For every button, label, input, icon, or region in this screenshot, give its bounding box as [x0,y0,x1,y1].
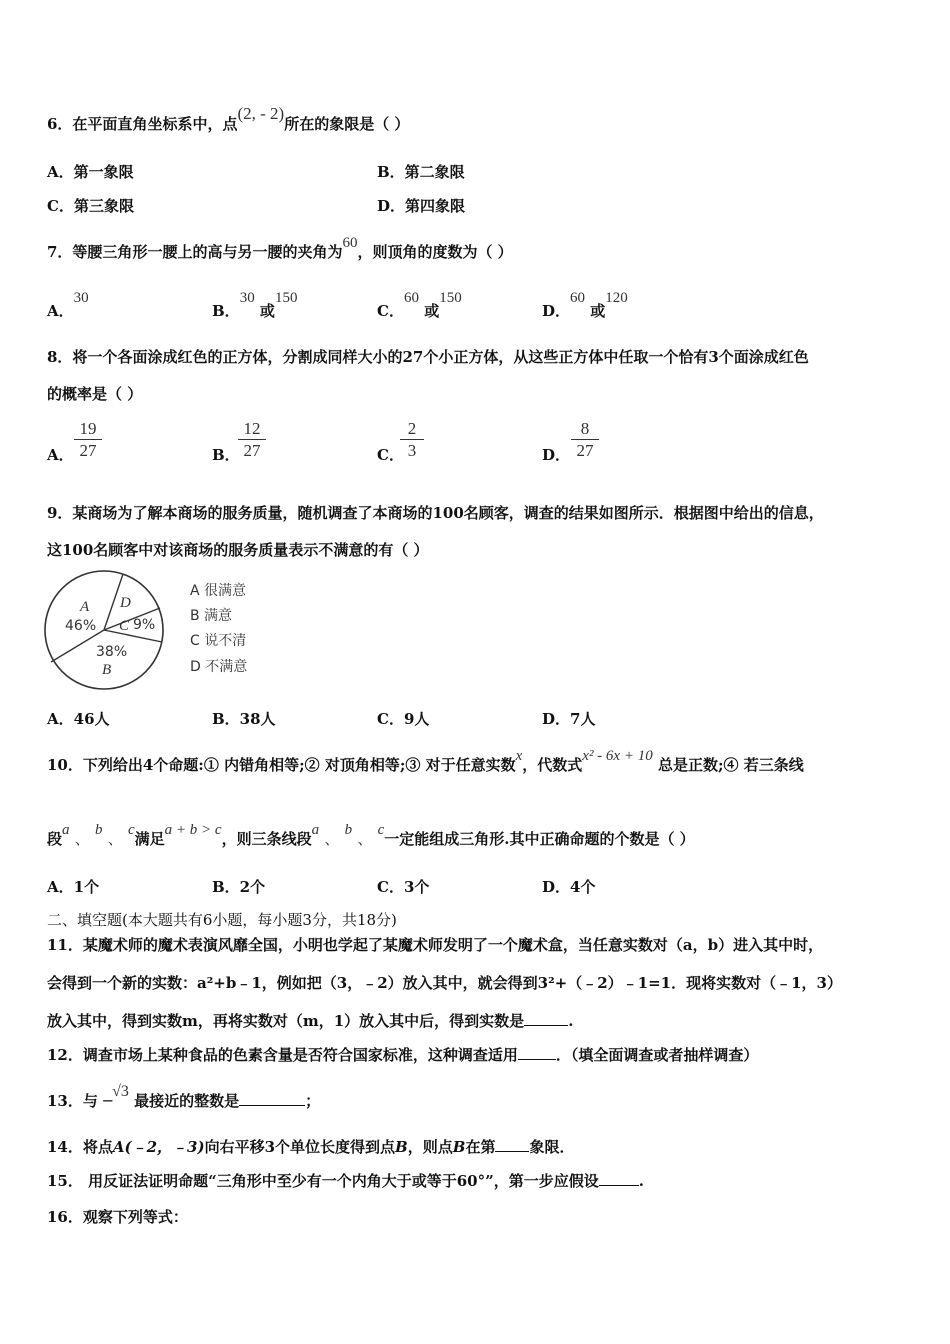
q15-answer-blank[interactable] [599,1171,639,1186]
q7-option-c-value2: 150 [439,290,462,306]
q6-option-c[interactable]: C．第三象限 [47,197,134,215]
q12-text-post: ．（填全面调查或者抽样调查） [555,1046,759,1064]
q8-b-numerator: 12 [238,419,266,440]
q15-stem [47,1171,644,1191]
q7-option-a-label: A． [47,302,74,320]
q7-option-d-or: 或 [590,302,606,320]
q6-text-pre: 6．在平面直角坐标系中，点 [47,115,238,133]
q14-text-mid3: 在第 [465,1138,496,1156]
q7-text-pre: 7．等腰三角形一腰上的高与另一腰的夹角为 [47,243,343,261]
legend-item-d: D 不满意 [190,659,248,675]
q13-text-end: ； [305,1092,321,1110]
q10-b1: b [95,822,103,838]
q6-point: (2, - 2) [237,104,285,123]
pie-label-d: D [120,595,131,611]
q10-sep3: 、 [324,832,340,848]
q10-option-d[interactable]: D．4个 [542,878,596,896]
q10-l1-post: 总是正数;④ 若三条线 [657,756,804,774]
q9-option-c[interactable]: C．9人 [377,710,430,728]
q14-text-pre: 14．将点 [47,1138,113,1156]
q7-option-d-label: D． [542,302,571,320]
q7-option-c-label: C． [377,302,404,320]
q10-l2-pre: 段 [47,830,63,848]
pie-label-a: A [80,599,90,615]
q14-point-b2: B [452,1138,466,1156]
q8-d-numerator: 8 [571,419,599,440]
legend-item-c: C 说不清 [190,633,247,649]
q9-option-d[interactable]: D．7人 [542,710,596,728]
q10-inequality: a + b > c [164,822,222,838]
q10-a2: a [311,822,320,838]
q7-option-b-or: 或 [259,302,275,320]
q12-text-pre: 12．调查市场上某种食品的色素含量是否符合国家标准，这种调查适用 [47,1046,518,1064]
q10-sep1: 、 [74,832,90,848]
q10-a1: a [62,822,70,838]
q7-option-d[interactable] [542,290,628,321]
q10-l1-mid: ，代数式 [522,756,583,774]
q8-stem-line1: 8．将一个各面涂成红色的正方体，分割成同样大小的27个小正方体，从这些正方体中任取一个恰有3个面涂成红色 [47,348,809,366]
q9-stem-line2: 这100名顾客中对该商场的服务质量表示不满意的有（ ） [47,541,429,559]
q16-stem: 16．观察下列等式： [47,1208,188,1226]
q8-option-b-fraction [238,419,266,462]
q14-text-post: 象限． [529,1138,575,1156]
q6-option-a[interactable]: A．第一象限 [47,163,134,181]
q8-a-denominator: 27 [79,441,97,460]
q10-stem-line2 [47,822,695,850]
q12-answer-blank[interactable] [518,1045,556,1060]
q8-option-a-label[interactable]: A． [47,446,74,464]
q7-option-b-label: B． [212,302,240,320]
q10-c2: c [377,822,385,838]
q10-option-b[interactable]: B．2个 [212,878,266,896]
q10-option-a[interactable]: A．1个 [47,878,100,896]
q8-option-c-label[interactable]: C． [377,446,404,464]
section-heading-fill-in: 二、填空题(本大题共有6小题，每小题3分，共18分) [47,911,397,929]
q14-stem [47,1137,574,1157]
q10-l1-pre: 10．下列给出4个命题:① 内错角相等;② 对顶角相等;③ 对于任意实数 [47,756,516,774]
q10-expression: x² - 6x + 10 [582,748,653,764]
q7-option-c-value1: 60 [403,290,419,306]
q6-text-post: 所在的象限是（ ） [284,115,410,133]
q8-d-denominator: 27 [576,441,594,460]
q11-answer-blank[interactable] [524,1011,568,1026]
q7-option-a[interactable] [47,290,89,321]
q11-line1: 11．某魔术师的魔术表演风靡全国，小明也学起了某魔术师发明了一个魔术盒，当任意实数对（a，b）进入其中时， [47,936,824,954]
q7-option-c[interactable] [377,290,462,321]
pie-pct-c: 9% [133,617,156,633]
pie-label-b: B [102,662,112,678]
q9-pie-chart [40,566,170,696]
q15-text-end: . [638,1172,644,1190]
q11-line3-text: 放入其中，得到实数m，再将实数对（m，1）放入其中后，得到实数是 [47,1012,525,1030]
q14-text-mid2: ，则点 [407,1138,453,1156]
q13-sqrt3: √3 [112,1083,129,1100]
q6-stem [47,104,410,134]
q10-sep2: 、 [107,832,123,848]
q13-answer-blank[interactable] [239,1091,305,1106]
q7-stem [47,235,513,263]
q14-point-b: B [395,1138,408,1156]
q8-option-c-fraction [400,419,424,462]
q9-option-a[interactable]: A．46人 [47,710,110,728]
q8-c-numerator: 2 [400,419,424,440]
q10-l2-mid2: ，则三条线段 [221,830,312,848]
q14-point-a: A(﹣2，﹣3) [112,1138,205,1156]
q7-option-b[interactable] [212,290,298,321]
q11-line3 [47,1011,573,1031]
q9-option-b[interactable]: B．38人 [212,710,276,728]
q8-option-b-label[interactable]: B． [212,446,240,464]
q8-option-d-fraction [571,419,599,462]
q8-option-a-fraction [74,419,102,462]
q7-angle: 60 [342,235,358,251]
q6-option-b[interactable]: B．第二象限 [377,163,465,181]
q10-l2-post: 一定能组成三角形.其中正确命题的个数是（ ） [384,830,695,848]
q7-option-a-value: 30 [73,290,89,306]
q13-text-pre: 13．与 ─ [47,1092,113,1110]
q8-option-d-label[interactable]: D． [542,446,571,464]
q10-stem-line1 [47,748,804,776]
q13-stem [47,1083,321,1112]
q10-option-c[interactable]: C．3个 [377,878,430,896]
q7-option-b-value2: 150 [274,290,298,306]
q8-stem-line2: 的概率是（ ） [47,385,143,403]
q11-line3-end: . [568,1012,574,1030]
q10-x: x [515,748,523,764]
legend-item-a: A 很满意 [190,583,247,599]
q8-a-numerator: 19 [74,419,102,440]
q10-c1: c [127,822,135,838]
q14-answer-blank[interactable] [495,1137,529,1152]
q7-option-c-or: 或 [424,302,440,320]
q10-b2: b [344,822,353,838]
q12-stem [47,1045,758,1065]
q8-b-denominator: 27 [243,441,261,460]
q11-line2: 会得到一个新的实数：a²+b﹣1，例如把（3，﹣2）放入其中，就会得到3²+（﹣2）﹣1=1．现将实数对（﹣1，3） [47,974,842,992]
q13-text-post: 最接近的整数是 [134,1092,240,1110]
q6-option-d[interactable]: D．第四象限 [377,197,466,215]
q8-c-denominator: 3 [407,441,417,460]
q14-text-mid: 向右平移3个单位长度得到点 [204,1138,396,1156]
pie-label-c: C [119,618,130,634]
legend-item-b: B 满意 [190,608,233,624]
q15-text: 15． 用反证法证明命题“三角形中至少有一个内角大于或等于60°”，第一步应假设 [47,1172,599,1190]
q10-sep4: 、 [357,832,373,848]
q7-option-d-value1: 60 [570,290,586,306]
pie-pct-a: 46% [65,618,97,634]
q7-option-b-value1: 30 [239,290,255,306]
q7-text-post: ，则顶角的度数为（ ） [357,243,513,261]
q9-stem-line1: 9．某商场为了解本商场的服务质量，随机调查了本商场的100名顾客，调查的结果如图所示．根据图中给出的信息， [47,504,824,522]
pie-pct-b: 38% [96,644,128,660]
q10-l2-mid: 满足 [134,830,165,848]
q7-option-d-value2: 120 [605,290,628,306]
